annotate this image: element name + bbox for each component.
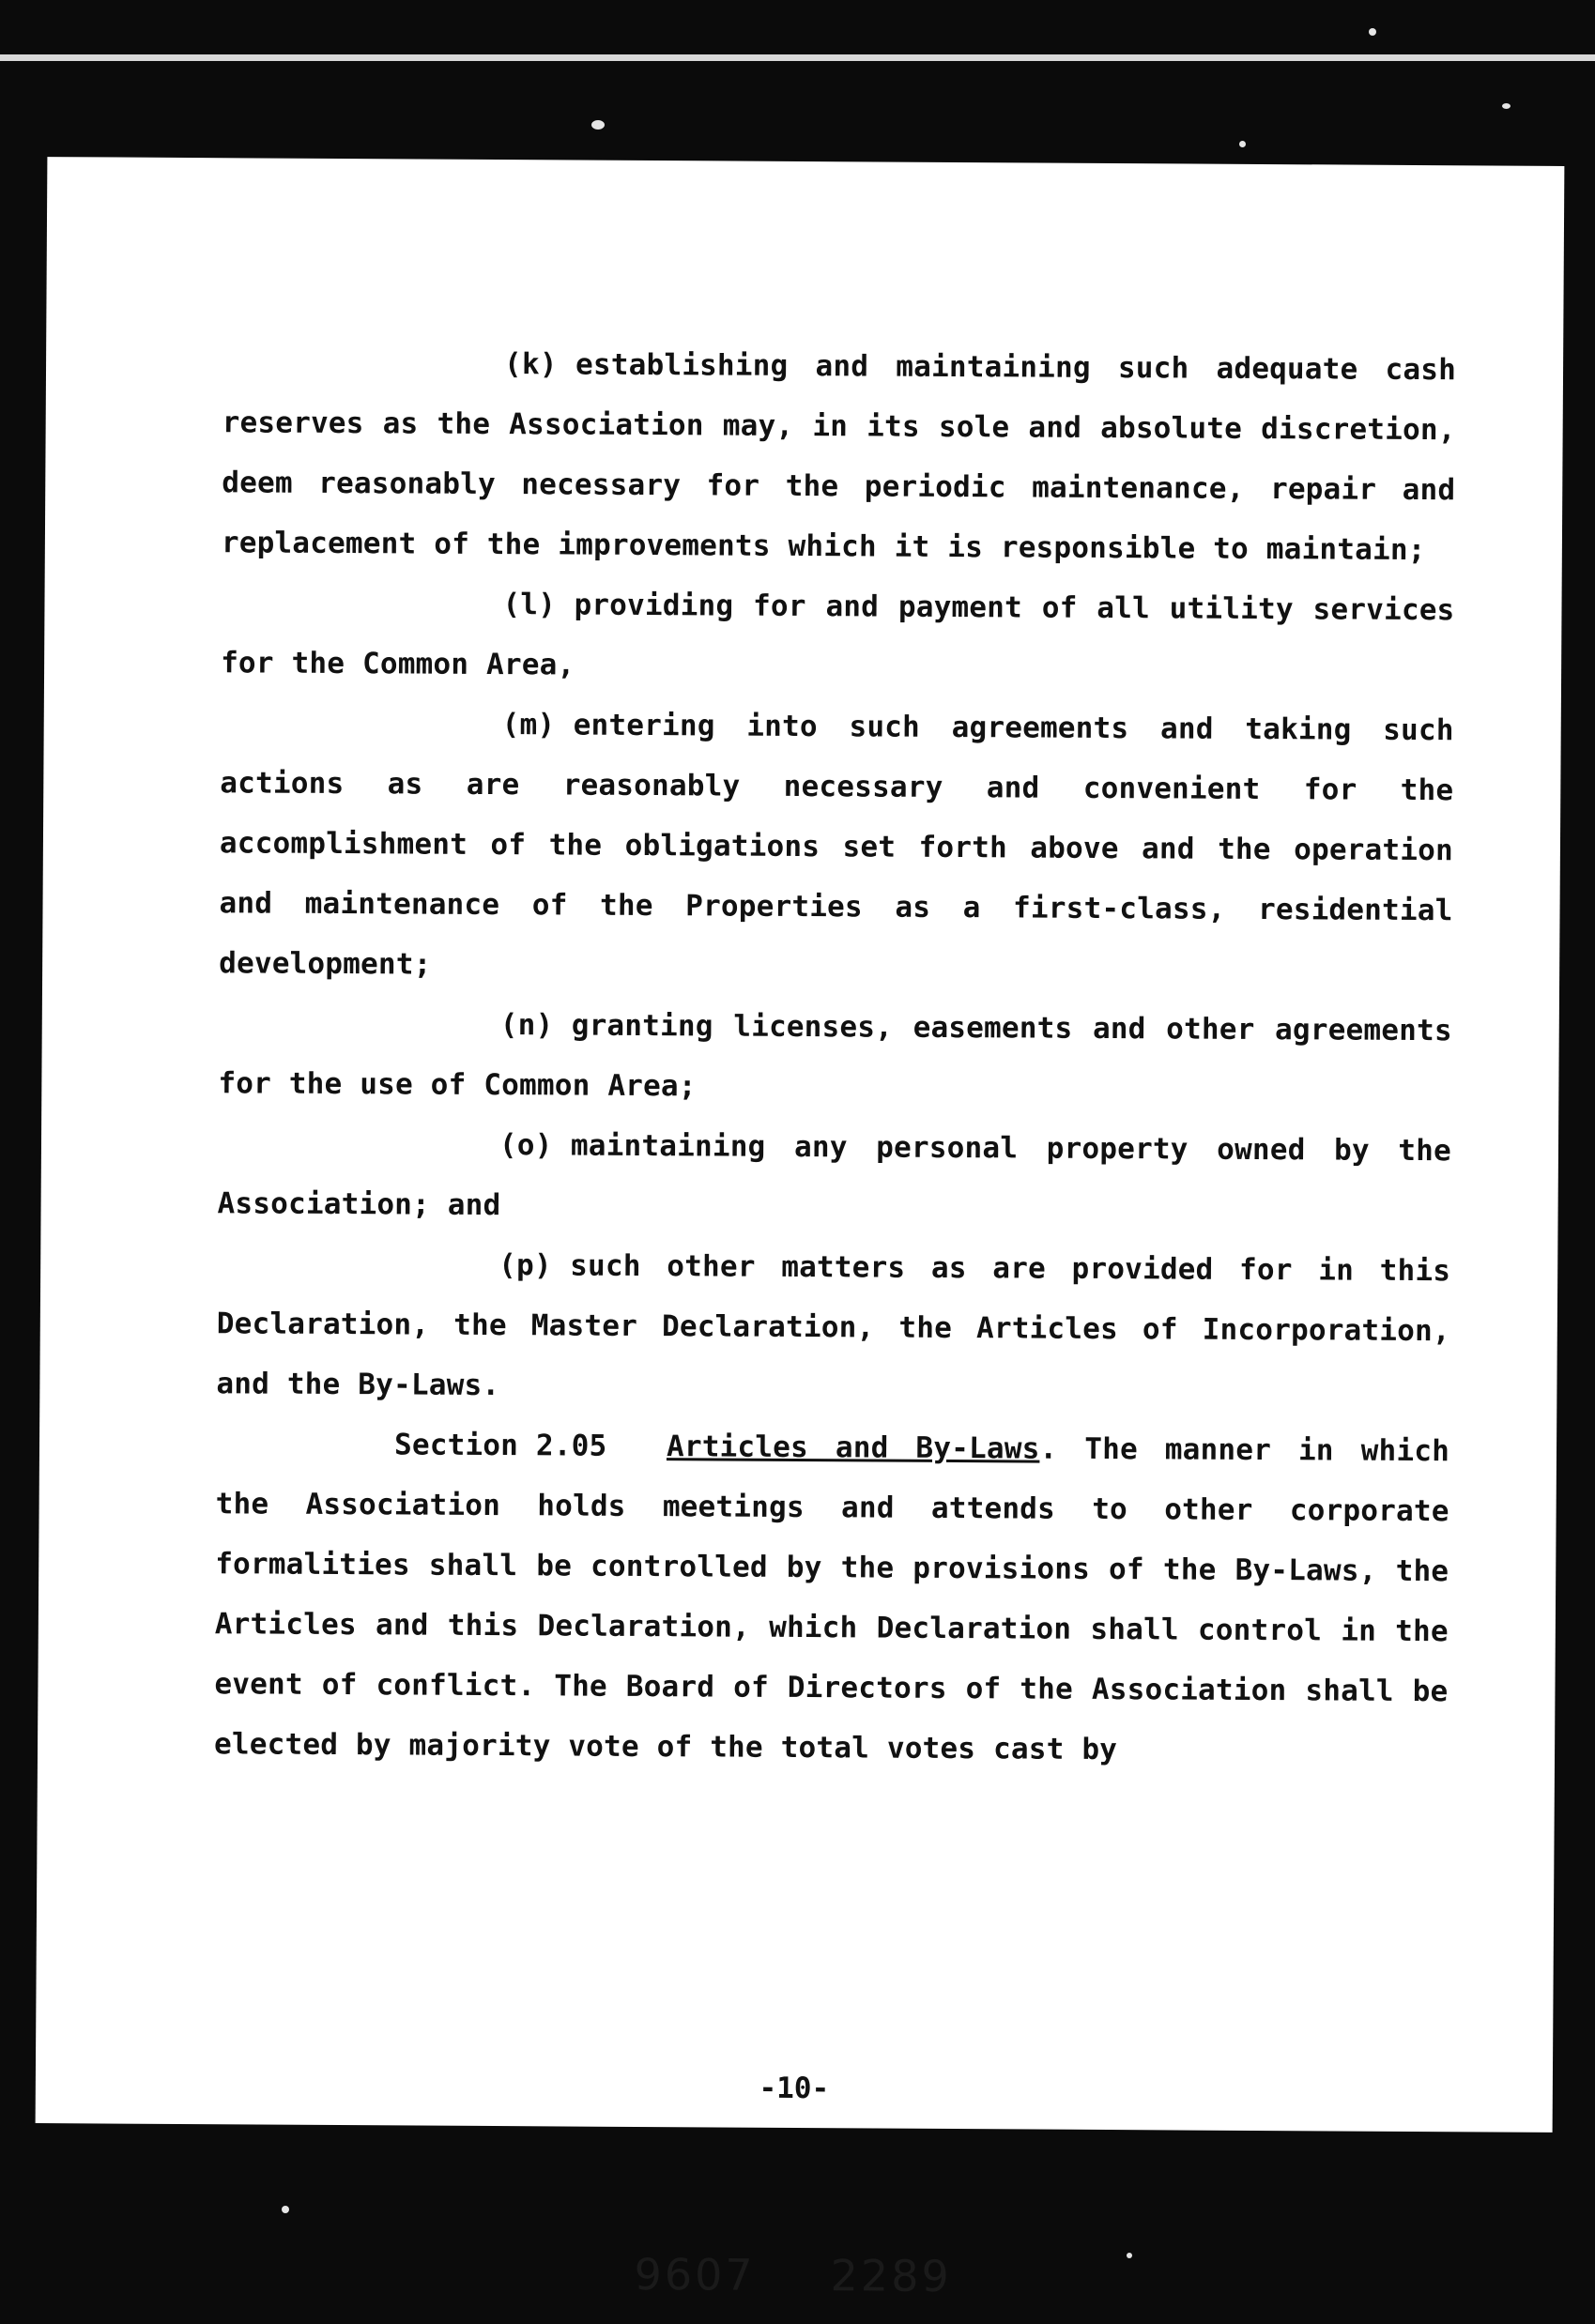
page-number: -10-: [759, 2071, 830, 2106]
list-marker: (p): [498, 1248, 552, 1283]
list-item-l: [221, 573, 1455, 700]
scan-speck: [591, 120, 605, 130]
list-marker: (o): [498, 1128, 553, 1163]
list-marker: (l): [502, 588, 557, 622]
list-marker: (m): [501, 708, 556, 742]
list-item-m: [219, 693, 1454, 1001]
list-item-text: maintaining any personal property owned by the Association; and: [217, 1128, 1452, 1223]
list-item-k: [222, 332, 1457, 580]
list-item-text: providing for and payment of all utility services for the Common Area,: [221, 588, 1455, 682]
scan-speck: [282, 2206, 289, 2213]
recording-stamp: [34, 2245, 1551, 2305]
document-page: [36, 157, 1565, 2302]
section-heading: Articles and By-Laws: [666, 1430, 1040, 1466]
list-item-text: such other matters as are provided for in this Declaration, the Master Declaration, the Articles of Incorporation, and the By-Laws.: [216, 1248, 1451, 1403]
list-item-text: establishing and maintaining such adequate cash reserves as the Association may, in its sole and absolute discretion, deem reasonably necessary for the periodic maintenance, repair and replacement of the improvements which it is responsible to maintain;: [221, 347, 1457, 568]
list-marker: (k): [503, 347, 558, 382]
section-paragraph: [214, 1414, 1449, 1781]
scan-speck: [1239, 141, 1246, 147]
list-item-text: entering into such agreements and taking such actions as are reasonably necessary and convenient for the accomplishment of the obligations set forth above and the operation and maintenance of the Properties as a first-class, residential development;: [219, 708, 1454, 982]
scan-top-border: [0, 54, 1595, 61]
list-item-n: [218, 993, 1452, 1121]
list-marker: (n): [499, 1008, 554, 1043]
scan-speck: [1369, 28, 1376, 36]
document-body: [214, 332, 1456, 1781]
recording-page-number: 2289: [830, 2250, 952, 2302]
section-number: Section 2.05: [393, 1428, 607, 1463]
scan-speck: [1502, 103, 1511, 109]
list-item-o: [217, 1113, 1451, 1241]
recording-book-number: 9607: [634, 2248, 756, 2301]
section-text: . The manner in which the Association holds meetings and attends to other corporate formalities shall be controlled by the provisions of the By-Laws, the Articles and this Declaration, which Declaration shall control in the event of conflict. The Board of Directors of the Association shall be elected by majority vote of the total votes cast by: [213, 1431, 1450, 1767]
list-item-p: [216, 1233, 1450, 1421]
list-item-text: granting licenses, easements and other agreements for the use of Common Area;: [218, 1008, 1452, 1104]
